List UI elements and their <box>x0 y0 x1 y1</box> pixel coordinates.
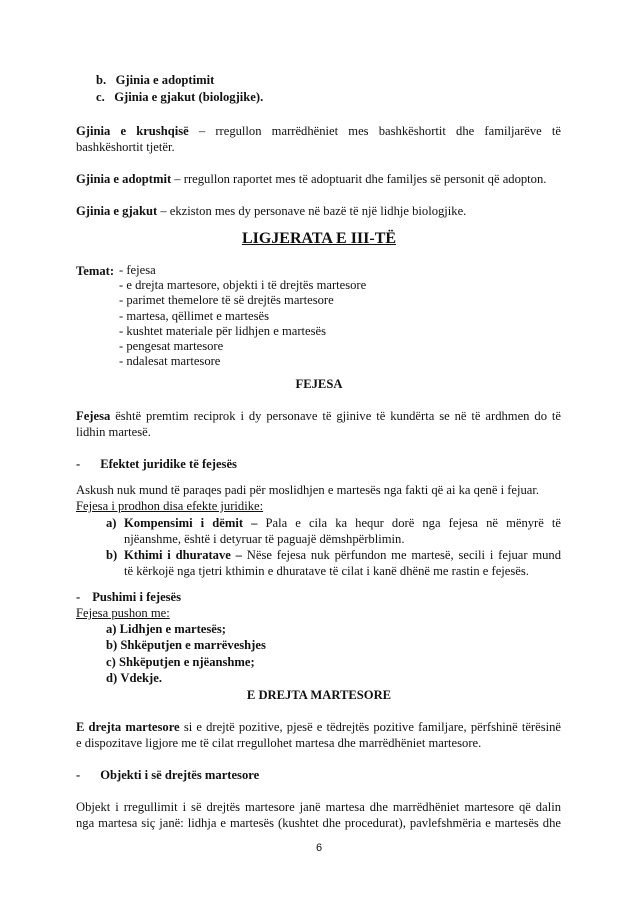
dash: - <box>76 768 81 782</box>
text: si e drejtë pozitive, pjesë e tëdrejtës pozitive familjare, përfshinë tërësinë <box>183 720 561 734</box>
list-text: Shkëputjen e marrëveshjes <box>120 638 266 652</box>
paragraph-fejesa-def-cont: lidhin martesë. <box>76 425 151 439</box>
page-number: 6 <box>315 842 323 854</box>
paragraph-adoptimit <box>76 171 546 187</box>
pushimi-intro: Fejesa pushon me: <box>76 606 170 620</box>
paragraph-fejesa-def <box>76 408 561 424</box>
section-heading-edrejta: E DREJTA MARTESORE <box>246 688 392 702</box>
list-item-c <box>96 89 263 105</box>
term: E drejta martesore <box>76 720 180 734</box>
topic-item: - kushtet materiale për lidhjen e martesës <box>119 323 327 338</box>
paragraph-edrejta-def <box>76 719 561 735</box>
paragraph-krushqise <box>76 123 561 139</box>
list-marker: b. <box>96 73 107 87</box>
paragraph-efektet: Askush nuk mund të paraqes padi për moslidhjen e martesës nga fakti që ai ka qenë i fejuar. <box>76 483 540 497</box>
subheading-text: Pushimi i fejesës <box>92 590 182 604</box>
term: Gjinia e adoptmit <box>76 172 172 186</box>
efekt-item-kompensimi <box>124 515 561 531</box>
topic-item: - fejesa <box>119 263 156 277</box>
list-item-b <box>96 72 214 88</box>
term: Fejesa <box>76 409 111 423</box>
efekt-item-kthimi <box>124 547 561 563</box>
dash: - <box>76 590 81 604</box>
paragraph-objekti-cont: nga martesa siç janë: lidhja e martesës (kushtet dhe procedurat), pavlefshmëria e martesës dhe <box>76 816 561 830</box>
list-text: Gjinia e gjakut (biologjike). <box>114 90 264 104</box>
paragraph-objekti: Objekt i rregullimit i së drejtës martesore janë martesa dhe marrëdhëniet martesore që dalin <box>76 800 561 814</box>
list-marker: a) <box>106 516 117 530</box>
text: Pala e cila ka hequr dorë nga fejesa në mënyrë të <box>265 516 562 530</box>
pushimi-item <box>106 621 226 637</box>
list-text: Shkëputjen e njëanshme; <box>118 655 255 669</box>
dash: - <box>76 457 81 471</box>
list-text: Gjinia e adoptimit <box>115 73 215 87</box>
topic-item: - pengesat martesore <box>119 339 224 354</box>
efekt-item-kthimi-cont: të kërkojë nga tjetri kthimin e dhuratave të cilat i kanë dhënë me rastin e fejesës. <box>124 564 529 578</box>
text: Nëse fejesa nuk përfundon me martesë, secili i fejuar mund <box>246 548 562 562</box>
pushimi-item <box>106 637 266 653</box>
text: është premtim reciprok i dy personave të gjinive të kundërta se në të ardhmen do të <box>115 409 561 423</box>
topic-item: - martesa, qëllimet e martesës <box>119 308 270 323</box>
text: – rregullon raportet mes të adoptuarit dhe familjes së personit që adopton. <box>171 172 547 186</box>
paragraph-edrejta-def-cont: e dispozitave ligjore me të cilat rregullohet martesa dhe marrëdhëniet martesore. <box>76 736 482 750</box>
topic-item: - parimet themelore të së drejtës martesore <box>119 293 334 308</box>
paragraph-krushqise-cont: bashkëshortit tjetër. <box>76 140 175 154</box>
text: – rregullon marrëdhëniet mes bashkëshortit dhe familjarëve të <box>198 124 562 138</box>
list-marker: c) <box>106 655 116 669</box>
list-marker: b) <box>106 638 118 652</box>
efektet-intro: Fejesa i prodhon disa efekte juridike: <box>76 499 264 513</box>
text: – ekziston mes dy personave në bazë të një lidhje biologjike. <box>157 204 467 218</box>
topic-item: - e drejta martesore, objekti i të drejtës martesore <box>119 278 367 293</box>
list-marker: c. <box>96 90 105 104</box>
topics-list <box>119 263 366 369</box>
pushimi-item <box>106 654 255 670</box>
list-marker: d) <box>106 671 118 685</box>
term: Gjinia e krushqisë <box>76 124 189 138</box>
subheading-text: Objekti i së drejtës martesore <box>100 768 260 782</box>
topics-label: Temat: <box>76 264 115 278</box>
efekt-item-kompensimi-cont: njëanshme, është i detyruar të paguajë dëmshpërblimin. <box>124 532 405 546</box>
term: Kthimi i dhuratave – <box>124 548 242 562</box>
topic-item: - ndalesat martesore <box>119 354 221 369</box>
list-text: Vdekje. <box>120 671 162 685</box>
subheading-efektet <box>76 456 237 472</box>
subheading-text: Efektet juridike të fejesës <box>100 457 237 471</box>
subheading-pushimi <box>76 589 181 605</box>
paragraph-gjakut <box>76 203 466 219</box>
list-marker: a) <box>106 622 117 636</box>
subheading-objekti <box>76 767 259 783</box>
list-text: Lidhjen e martesës; <box>119 622 226 636</box>
term: Kompensimi i dëmit – <box>124 516 258 530</box>
pushimi-item <box>106 670 162 686</box>
list-marker: b) <box>106 548 118 562</box>
section-heading-fejesa: FEJESA <box>295 377 343 391</box>
lecture-title: LIGJERATA E III-TË <box>241 230 397 247</box>
term: Gjinia e gjakut <box>76 204 158 218</box>
